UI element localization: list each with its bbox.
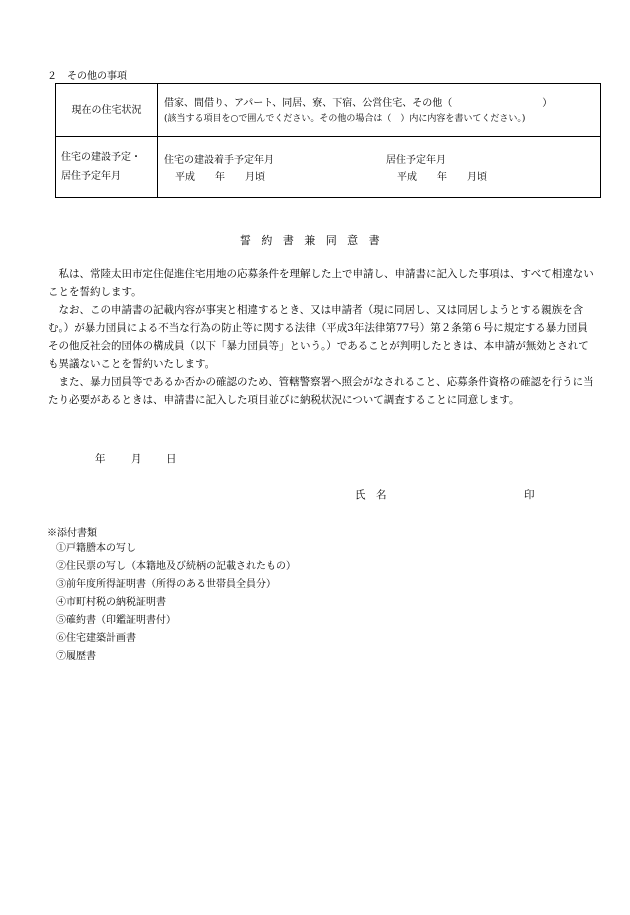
signature-name-label: 氏 名 (355, 489, 387, 501)
date-day[interactable]: 日 (166, 453, 177, 465)
housing-note: (該当する項目を○で囲んでください。その他の場合は（ ）内に内容を書いてください。) (164, 114, 526, 124)
schedule-row (56, 137, 601, 198)
pledge-paragraph-1: 私は、常陸太田市定住促進住宅用地の応募条件を理解した上で申請し、申請書に記入した事項は、すべて相違ないことを誓約します。 (48, 268, 594, 298)
attachment-item: ⑥住宅建築計画書 (56, 633, 136, 644)
section-heading: ２ その他の事項 (47, 71, 127, 82)
attachment-item: ②住民票の写し（本籍地及び続柄の記載されたもの） (56, 561, 296, 572)
date-month[interactable]: 月 (131, 453, 142, 465)
attachment-item: ③前年度所得証明書（所得のある世帯員全員分） (56, 579, 276, 590)
schedule-cell (158, 137, 601, 198)
attachment-item: ⑤確約書（印鑑証明書付） (56, 615, 176, 626)
pledge-paragraph-3: また、暴力団員等であるか否かの確認のため、管轄警察署へ照会がなされること、応募条件資格の確認を行うに当たり必要があるときは、申請書に記入した項目並びに納税状況について調査することに同意します。 (48, 376, 594, 406)
attachments-heading: ※添付書類 (47, 528, 97, 539)
other-matters-table (55, 83, 601, 198)
schedule-label-line1: 住宅の建設予定・ (61, 152, 141, 163)
attachment-item: ①戸籍謄本の写し (56, 543, 136, 554)
attachments-list (56, 540, 296, 666)
attachment-item: ⑦履歴書 (56, 651, 96, 662)
schedule-label (56, 137, 158, 198)
pledge-body (48, 265, 596, 409)
housing-status-label: 現在の住宅状況 (56, 84, 158, 137)
seal-mark: 印 (524, 489, 535, 501)
pledge-paragraph-2: なお、この申請書の記載内容が事実と相違するとき、又は申請者（現に同居し、又は同居しようとする親族を含む。）が暴力団員による不当な行為の防止等に関する法律（平成3年法律第77号）第２条第６号に規定する暴力団員その他反社会的団体の構成員（以下「暴力団員等」という。）であることが判明したときは、本申請が無効とされても異議ないことを誓約いたします。 (48, 304, 589, 370)
housing-status-row (56, 84, 601, 137)
residence-date-field[interactable]: 平成 年 月頃 (397, 172, 487, 183)
attachment-item: ④市町村税の納税証明書 (56, 597, 166, 608)
date-year[interactable]: 年 (95, 453, 106, 465)
residence-label: 居住予定年月 (386, 155, 446, 166)
housing-status-cell (158, 84, 601, 137)
pledge-title: 誓約書兼同意書 (239, 234, 391, 247)
housing-options[interactable]: 借家、間借り、アパート、同居、寮、下宿、公営住宅、その他（ ） (164, 98, 553, 109)
schedule-label-line2: 居住予定年月 (61, 171, 121, 182)
construction-date-field[interactable]: 平成 年 月頃 (175, 172, 265, 183)
construction-label: 住宅の建設着手予定年月 (164, 155, 274, 166)
